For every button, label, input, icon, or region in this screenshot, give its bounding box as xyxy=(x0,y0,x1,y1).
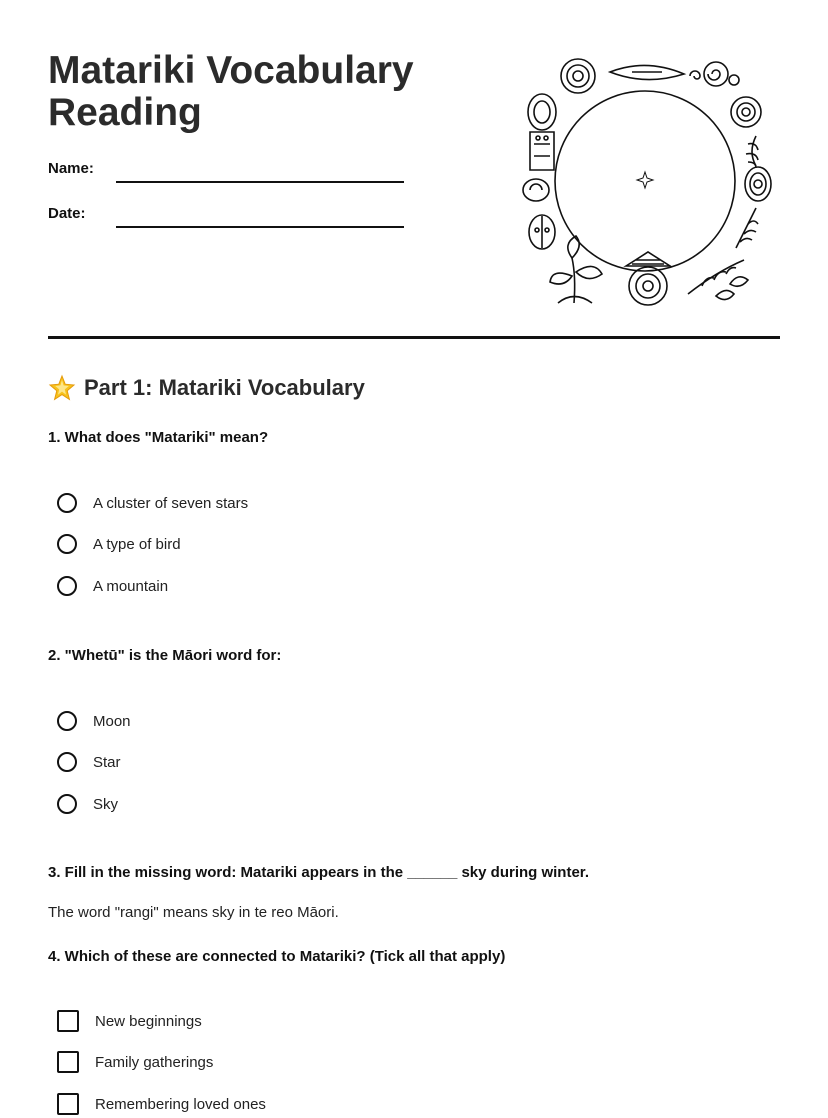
date-label: Date: xyxy=(48,205,86,222)
q4-option-3[interactable] xyxy=(57,1091,266,1117)
option-label: Family gatherings xyxy=(95,1053,214,1071)
section-heading xyxy=(48,372,365,404)
option-label: A mountain xyxy=(93,577,169,595)
option-label: Star xyxy=(93,753,121,771)
q4-option-1[interactable] xyxy=(57,1008,202,1034)
radio-button[interactable] xyxy=(57,711,77,731)
star-icon xyxy=(48,374,76,402)
checkbox[interactable] xyxy=(57,1010,79,1032)
option-label: New beginnings xyxy=(95,1012,202,1030)
option-label: Moon xyxy=(93,712,131,730)
question-3-text: 3. Fill in the missing word: Matariki appears in the ______ sky during winter. xyxy=(48,864,589,881)
title-line-1: Matariki Vocabulary xyxy=(48,49,414,92)
section-title: Part 1: Matariki Vocabulary xyxy=(84,375,365,400)
section-divider xyxy=(48,336,780,339)
q1-option-1[interactable] xyxy=(57,490,248,516)
question-1-text: 1. What does "Matariki" mean? xyxy=(48,429,269,446)
q1-option-2[interactable] xyxy=(57,531,181,557)
q4-option-2[interactable] xyxy=(57,1049,213,1075)
name-label: Name: xyxy=(48,160,94,177)
title-line-2: Reading xyxy=(48,91,202,134)
name-field[interactable] xyxy=(116,181,404,183)
q2-option-2[interactable] xyxy=(57,749,121,775)
radio-button[interactable] xyxy=(57,493,77,513)
q2-option-3[interactable] xyxy=(57,791,118,817)
question-3-hint: The word "rangi" means sky in te reo Māori. xyxy=(48,904,339,921)
date-field[interactable] xyxy=(116,226,404,228)
option-label: A type of bird xyxy=(93,535,181,553)
radio-button[interactable] xyxy=(57,752,77,772)
question-4-text: 4. Which of these are connected to Matariki? (Tick all that apply) xyxy=(48,948,506,965)
q2-option-1[interactable] xyxy=(57,708,131,734)
option-label: Sky xyxy=(93,795,119,813)
page-title xyxy=(48,50,468,134)
option-label: A cluster of seven stars xyxy=(93,494,249,512)
option-label: Remembering loved ones xyxy=(95,1095,266,1113)
question-2-text: 2. "Whetū" is the Māori word for: xyxy=(48,647,282,664)
radio-button[interactable] xyxy=(57,534,77,554)
radio-button[interactable] xyxy=(57,794,77,814)
radio-button[interactable] xyxy=(57,576,77,596)
checkbox[interactable] xyxy=(57,1093,79,1115)
q1-option-3[interactable] xyxy=(57,573,168,599)
checkbox[interactable] xyxy=(57,1051,79,1073)
matariki-emblem-illustration xyxy=(512,48,782,318)
